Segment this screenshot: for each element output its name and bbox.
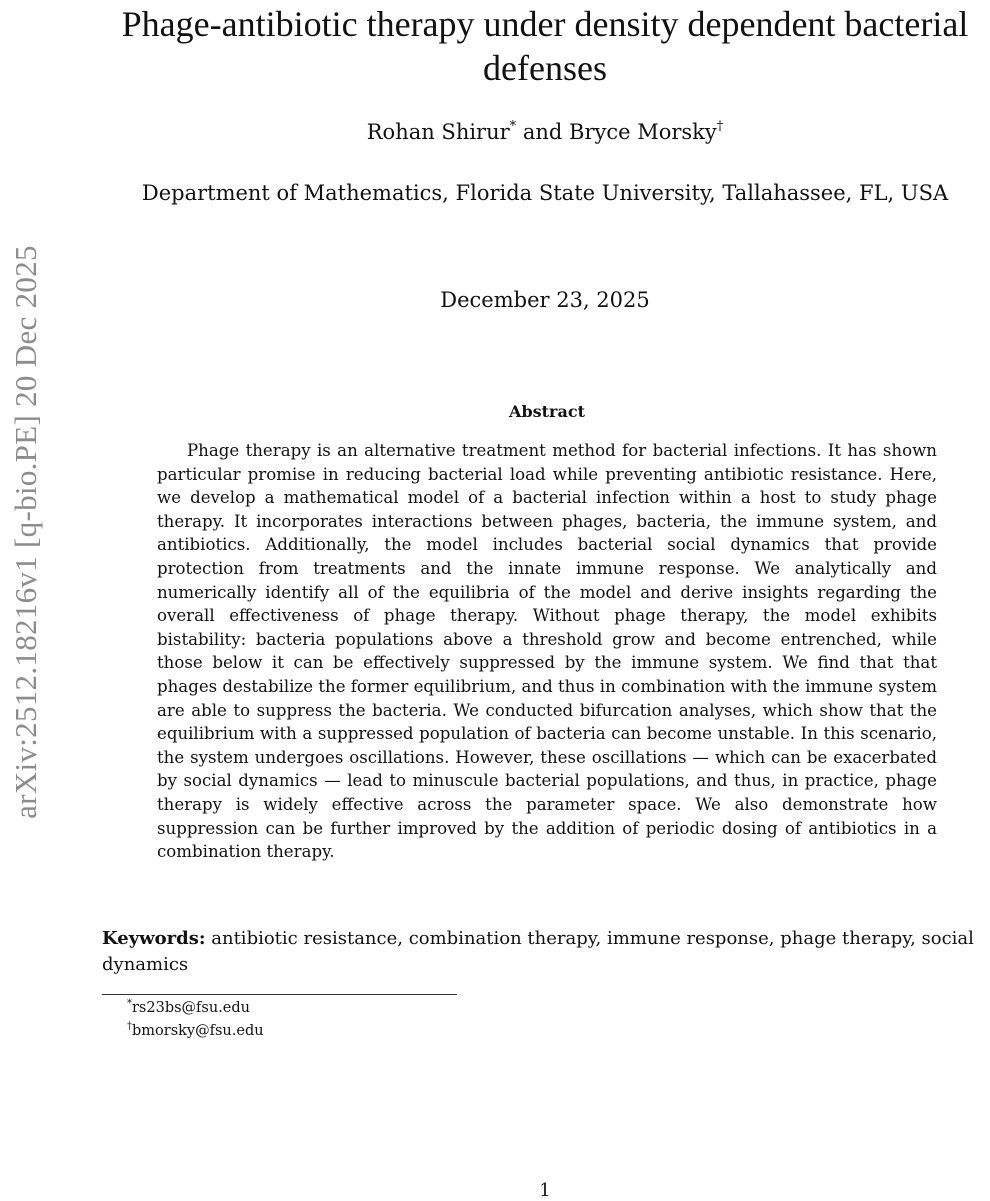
footnote <box>127 1021 264 1041</box>
keywords-label: Keywords: <box>102 928 206 949</box>
author-list <box>100 118 990 146</box>
footnote-email: bmorsky@fsu.edu <box>132 1023 264 1039</box>
author-name: Bryce Morsky <box>569 120 717 144</box>
abstract-heading: Abstract <box>509 402 585 421</box>
footnote-mark: † <box>716 119 724 134</box>
footnote <box>127 998 250 1018</box>
footnote-email: rs23bs@fsu.edu <box>132 1000 251 1016</box>
author-joiner: and <box>516 120 570 144</box>
publication-date: December 23, 2025 <box>440 288 650 312</box>
abstract-body: Phage therapy is an alternative treatment method for bacterial infections. It has shown particular promise in reducing bacterial load while preventing antibiotic resistance. Here, we develop a mathematical model of a bacterial infection within a host to study phage therapy. It incorporates interactions between phages, bacteria, the immune system, and antibiotics. Additionally, the model includes bacterial social dynamics that provide protection from treatments and the innate immune response. We analytically and numerically identify all of the equilibria of the model and derive insights regarding the overall effectiveness of phage therapy. Without phage therapy, the model exhibits bistability: bacteria populations above a threshold grow and become entrenched, while those below it can be effectively suppressed by the immune system. We find that that phages destabilize the former equilibrium, and thus in combination with the immune system are able to suppress the bacteria. We conducted bifurcation analyses, which show that the equilibrium with a suppressed population of bacteria can become unstable. In this scenario, the system undergoes oscillations. However, these oscillations — which can be exacerbated by social dynamics — lead to minuscule bacterial populations, and thus, in practice, phage therapy is widely effective across the parameter space. We also demonstrate how suppression can be further improved by the addition of periodic dosing of antibiotics in a combination therapy. <box>157 441 937 862</box>
page-number: 1 <box>539 1180 551 1201</box>
arxiv-identifier: arXiv:2512.18216v1 [q-bio.PE] 20 Dec 2025 <box>8 245 43 819</box>
footnote-mark: * <box>127 998 132 1009</box>
footnote-divider <box>102 994 457 995</box>
keywords-text: antibiotic resistance, combination therapy, immune response, phage therapy, social dynamics <box>102 928 974 975</box>
footnote-mark: * <box>509 119 517 134</box>
footnote-mark: † <box>127 1021 132 1032</box>
paper-title: Phage-antibiotic therapy under density dependent bacterial defenses <box>121 4 969 88</box>
author-name: Rohan Shirur <box>366 120 510 144</box>
keywords-line <box>102 926 990 978</box>
affiliation: Department of Mathematics, Florida State University, Tallahassee, FL, USA <box>141 181 949 205</box>
